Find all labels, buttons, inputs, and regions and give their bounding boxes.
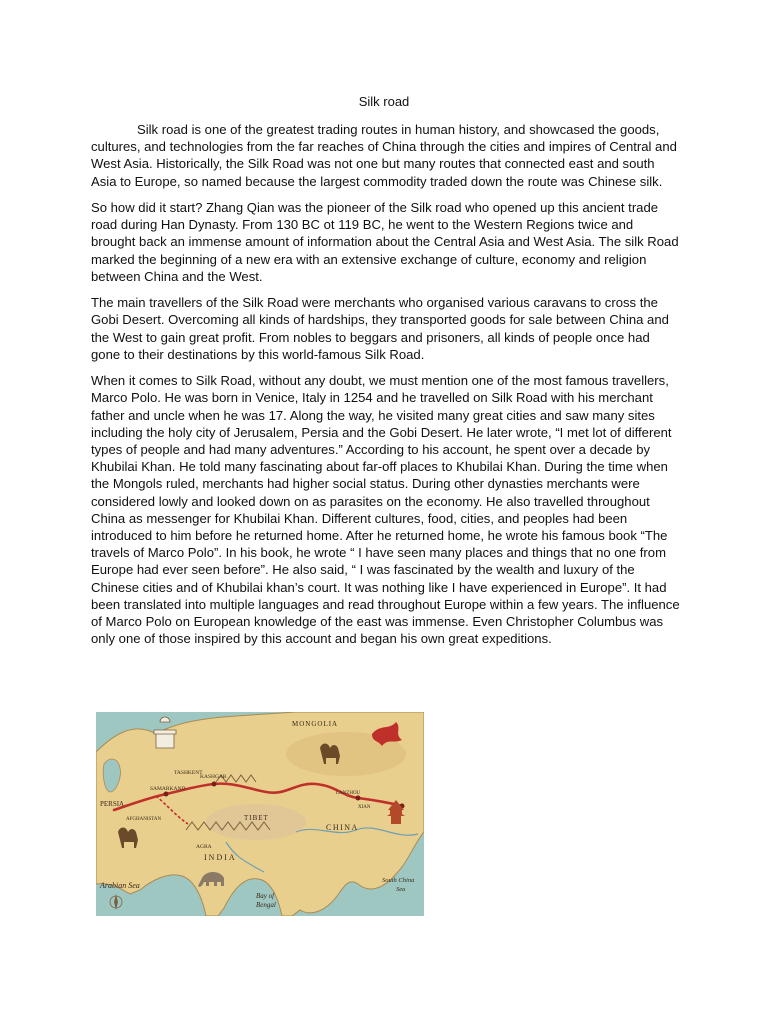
city-dot-kashgar [212,782,217,787]
paragraph-2: So how did it start? Zhang Qian was the pioneer of the Silk road who opened up this ancient trade road during Han Dynasty. From 130 BC ot 119 BC, he went to the Western Regions twice and brought back an immense amount of information about the Central Asia and West Asia. The silk Road marked the beginning of a new era with an extensive exchange of culture, economy and religion between China and the West. [91,200,679,284]
label-afghanistan: AFGHANISTAN [126,817,162,822]
label-china: CHINA [326,823,359,832]
label-tibet: TIBET [244,814,269,822]
label-xian: XIAN [358,805,371,810]
city-dot-lanzhou [356,796,361,801]
city-dot-samarkand [164,792,169,797]
label-lanzhou: LANZHOU [336,791,361,796]
silk-road-map-illustration [96,712,424,916]
silk-road-map [96,712,424,916]
label-south-china: South China [382,877,415,884]
label-bengal: Bengal [256,901,276,909]
map-plateau [206,804,306,840]
label-bay-of: Bay of [256,892,275,900]
paragraph-1: Silk road is one of the greatest trading routes in human history, and showcased the goods, cultures, and technologies from the far reaches of China through the cities and impires of Central and West Asia. Historically, the Silk Road was not one but many routes that connected east and south Asia to Europe, so named because the largest commodity traded down the route was Chinese silk. [91,122,677,189]
label-arabian-sea: Arabian Sea [100,881,140,890]
paragraph-4: When it comes to Silk Road, without any doubt, we must mention one of the most famous travellers, Marco Polo. He was born in Venice, Italy in 1254 and he travelled on Silk Road with his merchant father and uncle when he was 17. Along the way, he visited many great cities and saw many sites including the holy city of Jerusalem, Persia and the Gobi Desert. He later wrote, “I met lot of different types of people and had many adventures.” According to his account, he spent over a decade by Khubilai Khan. He told many fascinating about far-off places to Khubilai Khan. During the time when the Mongols ruled, merchants had higher social status. During other dynasties merchants were considered lowly and looked down on as parasites on the economy. He also travelled throughout China as messenger for Khubilai Khan. Different cultures, food, cities, and peoples had been introduced to him before he returned home. After he returned home, he wrote his famous book “The travels of Marco Polo”. In his book, he wrote “ I have seen many places and things that no one from Europe had ever seen before”. He also said, “ I was fascinated by the wealth and luxury of the Chinese cities and of Khubilai khan’s court. It was nothing like I have experienced in Europe”. It had been translated into multiple languages and read throughout Europe within a few years. The influence of Marco Polo on European knowledge of the east was immense. Even Christopher Columbus was only one of those inspired by this account and began his own great expeditions. [91,373,680,647]
document-body [91,121,681,657]
label-tashkent: TASHKENT [174,770,203,776]
page-title: Silk road [358,94,410,109]
label-agra: AGRA [196,844,212,850]
label-samarkand: SAMARKAND [150,786,186,792]
label-mongolia: MONGOLIA [292,720,339,728]
label-india: INDIA [204,853,237,862]
label-kashgar: KASHGAR [200,774,227,780]
label-persia: PERSIA [100,800,125,808]
paragraph-3: The main travellers of the Silk Road were merchants who organised various caravans to cross the Gobi Desert. Overcoming all kinds of hardships, they transported goods for sale between China and the West to gain great profit. From nobles to beggars and prisoners, all kinds of people once had gone to their destinations by this world-famous Silk Road. [91,295,669,362]
label-sea: Sea [396,886,406,893]
